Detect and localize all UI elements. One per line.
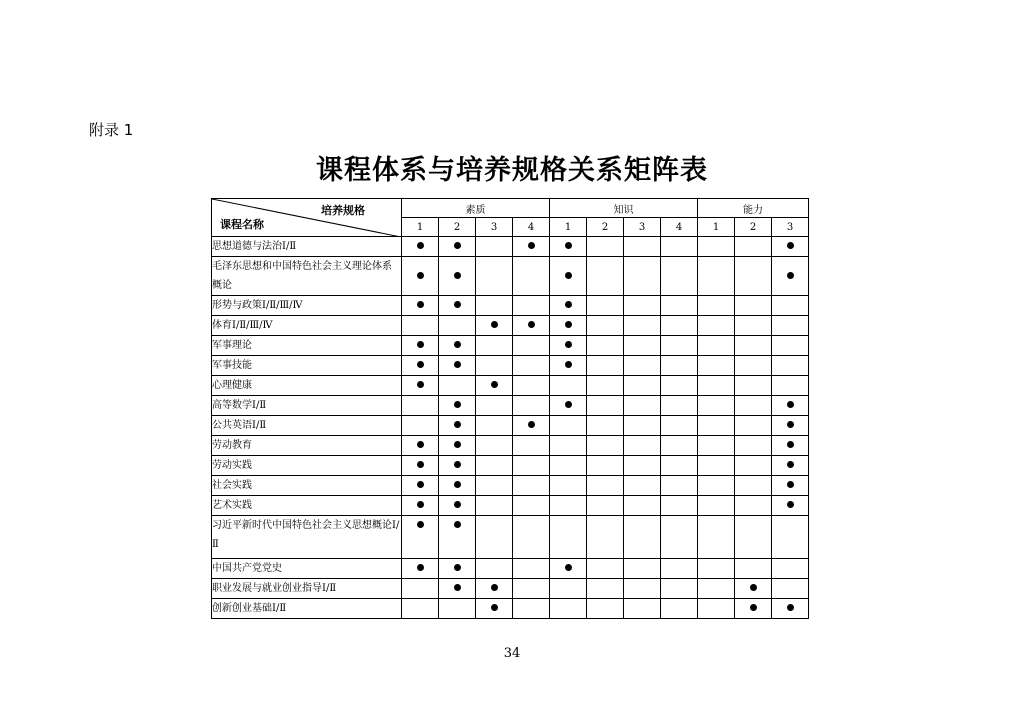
matrix-cell — [661, 516, 698, 559]
matrix-cell — [772, 516, 809, 559]
matrix-cell — [550, 376, 587, 396]
relation-dot — [528, 421, 535, 428]
matrix-cell — [624, 336, 661, 356]
matrix-cell — [402, 476, 439, 496]
matrix-cell — [698, 376, 735, 396]
matrix-cell — [439, 257, 476, 296]
page-number: 34 — [503, 646, 521, 661]
matrix-cell — [587, 496, 624, 516]
matrix-cell — [476, 579, 513, 599]
matrix-cell — [624, 237, 661, 257]
matrix-cell — [587, 356, 624, 376]
matrix-cell — [476, 476, 513, 496]
matrix-cell — [439, 356, 476, 376]
matrix-cell — [735, 376, 772, 396]
matrix-cell — [476, 336, 513, 356]
matrix-cell — [513, 516, 550, 559]
relation-dot — [565, 564, 572, 571]
matrix-cell — [624, 396, 661, 416]
table-row — [212, 376, 809, 396]
matrix-cell — [513, 257, 550, 296]
matrix-cell — [624, 476, 661, 496]
matrix-cell — [550, 316, 587, 336]
relation-dot — [417, 301, 424, 308]
matrix-cell — [661, 496, 698, 516]
matrix-cell — [661, 376, 698, 396]
relation-dot — [454, 272, 461, 279]
matrix-cell — [624, 257, 661, 296]
relation-dot — [750, 584, 757, 591]
matrix-cell — [735, 516, 772, 559]
relation-dot — [454, 564, 461, 571]
matrix-cell — [513, 416, 550, 436]
matrix-cell — [661, 316, 698, 336]
table-row — [212, 336, 809, 356]
matrix-cell — [513, 396, 550, 416]
matrix-cell — [624, 436, 661, 456]
matrix-cell — [698, 516, 735, 559]
course-name: 毛泽东思想和中国特色社会主义理论体系概论 — [212, 257, 402, 296]
matrix-cell — [698, 559, 735, 579]
matrix-cell — [587, 396, 624, 416]
matrix-cell — [587, 579, 624, 599]
matrix-body — [212, 237, 809, 619]
matrix-cell — [402, 237, 439, 257]
course-name: 职业发展与就业创业指导Ⅰ/Ⅱ — [212, 579, 402, 599]
matrix-cell — [439, 416, 476, 436]
course-name: 中国共产党党史 — [212, 559, 402, 579]
matrix-cell — [402, 336, 439, 356]
relation-dot — [787, 604, 794, 611]
matrix-cell — [439, 296, 476, 316]
matrix-cell — [587, 376, 624, 396]
matrix-cell — [772, 257, 809, 296]
relation-dot — [491, 584, 498, 591]
table-row — [212, 316, 809, 336]
matrix-cell — [772, 316, 809, 336]
matrix-cell — [698, 296, 735, 316]
matrix-cell — [402, 257, 439, 296]
matrix-cell — [513, 579, 550, 599]
matrix-cell — [735, 396, 772, 416]
matrix-cell — [698, 396, 735, 416]
matrix-cell — [698, 336, 735, 356]
matrix-cell — [661, 257, 698, 296]
matrix-cell — [698, 476, 735, 496]
relation-dot — [454, 501, 461, 508]
matrix-cell — [698, 599, 735, 619]
matrix-cell — [698, 237, 735, 257]
column-number: 2 — [439, 218, 476, 237]
matrix-cell — [402, 599, 439, 619]
relation-dot — [787, 401, 794, 408]
relation-dot — [565, 301, 572, 308]
relation-dot — [454, 341, 461, 348]
matrix-cell — [772, 237, 809, 257]
matrix-cell — [476, 296, 513, 316]
course-name: 社会实践 — [212, 476, 402, 496]
matrix-cell — [624, 516, 661, 559]
matrix-cell — [587, 516, 624, 559]
matrix-cell — [476, 237, 513, 257]
matrix-cell — [402, 376, 439, 396]
matrix-cell — [772, 356, 809, 376]
matrix-cell — [587, 436, 624, 456]
matrix-cell — [772, 436, 809, 456]
matrix-cell — [550, 336, 587, 356]
relation-dot — [454, 401, 461, 408]
matrix-cell — [550, 237, 587, 257]
column-number: 4 — [661, 218, 698, 237]
matrix-cell — [550, 476, 587, 496]
matrix-cell — [439, 559, 476, 579]
matrix-cell — [624, 579, 661, 599]
matrix-cell — [698, 257, 735, 296]
matrix-cell — [735, 316, 772, 336]
matrix-cell — [513, 356, 550, 376]
matrix-cell — [661, 296, 698, 316]
table-row — [212, 396, 809, 416]
course-name: 军事理论 — [212, 336, 402, 356]
matrix-cell — [661, 396, 698, 416]
column-number: 3 — [624, 218, 661, 237]
table-row — [212, 436, 809, 456]
course-name: 艺术实践 — [212, 496, 402, 516]
matrix-cell — [439, 316, 476, 336]
table-row — [212, 356, 809, 376]
relation-dot — [565, 272, 572, 279]
matrix-cell — [476, 416, 513, 436]
matrix-cell — [402, 316, 439, 336]
matrix-cell — [772, 336, 809, 356]
matrix-cell — [587, 237, 624, 257]
column-number: 3 — [772, 218, 809, 237]
matrix-cell — [772, 599, 809, 619]
matrix-cell — [587, 296, 624, 316]
matrix-cell — [439, 599, 476, 619]
matrix-cell — [550, 296, 587, 316]
matrix-cell — [735, 296, 772, 316]
appendix-label: 附录 1 — [89, 121, 134, 139]
spec-label: 培养规格 — [321, 204, 365, 217]
relation-dot — [787, 481, 794, 488]
matrix-cell — [661, 336, 698, 356]
matrix-cell — [587, 336, 624, 356]
relation-dot — [491, 381, 498, 388]
matrix-cell — [402, 356, 439, 376]
table-row — [212, 456, 809, 476]
matrix-cell — [698, 436, 735, 456]
relation-dot — [787, 421, 794, 428]
matrix-cell — [513, 336, 550, 356]
matrix-cell — [698, 356, 735, 376]
relation-dot — [417, 521, 424, 528]
matrix-cell — [476, 356, 513, 376]
table-row — [212, 416, 809, 436]
matrix-cell — [476, 456, 513, 476]
matrix-cell — [402, 516, 439, 559]
matrix-cell — [476, 396, 513, 416]
matrix-cell — [772, 416, 809, 436]
matrix-cell — [550, 496, 587, 516]
matrix-cell — [587, 599, 624, 619]
matrix-cell — [476, 257, 513, 296]
relation-dot — [491, 604, 498, 611]
matrix-cell — [550, 599, 587, 619]
matrix-cell — [550, 416, 587, 436]
matrix-cell — [735, 599, 772, 619]
matrix-cell — [772, 296, 809, 316]
relation-dot — [565, 242, 572, 249]
matrix-cell — [513, 316, 550, 336]
matrix-cell — [624, 456, 661, 476]
matrix-cell — [772, 559, 809, 579]
relation-dot — [454, 584, 461, 591]
matrix-cell — [513, 599, 550, 619]
matrix-cell — [550, 356, 587, 376]
matrix-cell — [513, 476, 550, 496]
matrix-cell — [661, 436, 698, 456]
matrix-cell — [735, 356, 772, 376]
relation-dot — [787, 501, 794, 508]
table-row — [212, 559, 809, 579]
matrix-cell — [735, 579, 772, 599]
relation-matrix-table — [211, 198, 809, 619]
relation-dot — [454, 521, 461, 528]
matrix-cell — [550, 579, 587, 599]
matrix-cell — [661, 476, 698, 496]
group-header-quality: 素质 — [402, 199, 550, 218]
column-number: 2 — [587, 218, 624, 237]
matrix-cell — [439, 516, 476, 559]
matrix-cell — [513, 496, 550, 516]
matrix-cell — [772, 396, 809, 416]
column-number: 1 — [698, 218, 735, 237]
table-row — [212, 579, 809, 599]
matrix-cell — [587, 316, 624, 336]
course-label: 课程名称 — [220, 218, 264, 231]
matrix-cell — [550, 559, 587, 579]
matrix-cell — [772, 476, 809, 496]
matrix-cell — [624, 496, 661, 516]
matrix-cell — [735, 456, 772, 476]
course-name: 习近平新时代中国特色社会主义思想概论Ⅰ/Ⅱ — [212, 516, 402, 559]
matrix-cell — [513, 296, 550, 316]
column-number: 1 — [402, 218, 439, 237]
matrix-cell — [624, 296, 661, 316]
relation-dot — [787, 242, 794, 249]
matrix-cell — [513, 436, 550, 456]
matrix-cell — [402, 559, 439, 579]
matrix-cell — [402, 579, 439, 599]
relation-dot — [417, 461, 424, 468]
relation-dot — [750, 604, 757, 611]
matrix-cell — [439, 336, 476, 356]
matrix-cell — [439, 436, 476, 456]
table-row — [212, 476, 809, 496]
matrix-cell — [513, 456, 550, 476]
matrix-cell — [698, 579, 735, 599]
matrix-cell — [624, 376, 661, 396]
relation-dot — [565, 361, 572, 368]
matrix-cell — [513, 376, 550, 396]
relation-dot — [417, 481, 424, 488]
table-row — [212, 516, 809, 559]
relation-dot — [565, 321, 572, 328]
matrix-cell — [735, 416, 772, 436]
course-name: 高等数学Ⅰ/Ⅱ — [212, 396, 402, 416]
matrix-cell — [550, 456, 587, 476]
matrix-cell — [661, 559, 698, 579]
matrix-cell — [661, 599, 698, 619]
matrix-cell — [735, 476, 772, 496]
matrix-cell — [587, 476, 624, 496]
matrix-cell — [402, 436, 439, 456]
relation-dot — [454, 461, 461, 468]
matrix-cell — [698, 416, 735, 436]
matrix-cell — [698, 316, 735, 336]
matrix-cell — [439, 396, 476, 416]
matrix-cell — [587, 416, 624, 436]
relation-dot — [417, 272, 424, 279]
relation-dot — [787, 461, 794, 468]
matrix-cell — [587, 257, 624, 296]
matrix-cell — [772, 579, 809, 599]
matrix-cell — [735, 559, 772, 579]
matrix-cell — [624, 416, 661, 436]
column-number: 4 — [513, 218, 550, 237]
matrix-cell — [661, 356, 698, 376]
matrix-cell — [698, 456, 735, 476]
relation-dot — [491, 321, 498, 328]
matrix-cell — [513, 237, 550, 257]
relation-dot — [787, 272, 794, 279]
relation-dot — [787, 441, 794, 448]
relation-dot — [417, 564, 424, 571]
matrix-cell — [735, 237, 772, 257]
page-title: 课程体系与培养规格关系矩阵表 — [316, 155, 708, 186]
column-number: 1 — [550, 218, 587, 237]
matrix-cell — [513, 559, 550, 579]
matrix-cell — [772, 456, 809, 476]
relation-dot — [528, 321, 535, 328]
table-row — [212, 257, 809, 296]
relation-dot — [454, 481, 461, 488]
matrix-cell — [476, 376, 513, 396]
course-name: 体育Ⅰ/Ⅱ/Ⅲ/Ⅳ — [212, 316, 402, 336]
matrix-cell — [550, 257, 587, 296]
diagonal-header-cell — [212, 199, 402, 237]
course-name: 公共英语Ⅰ/Ⅱ — [212, 416, 402, 436]
matrix-cell — [587, 456, 624, 476]
matrix-cell — [698, 496, 735, 516]
course-name: 心理健康 — [212, 376, 402, 396]
relation-dot — [454, 242, 461, 249]
table-row — [212, 496, 809, 516]
matrix-cell — [476, 599, 513, 619]
column-number: 2 — [735, 218, 772, 237]
matrix-cell — [476, 496, 513, 516]
matrix-cell — [735, 496, 772, 516]
matrix-cell — [735, 336, 772, 356]
matrix-cell — [550, 436, 587, 456]
relation-dot — [417, 381, 424, 388]
matrix-cell — [735, 436, 772, 456]
matrix-cell — [402, 456, 439, 476]
relation-dot — [417, 341, 424, 348]
course-name: 创新创业基础Ⅰ/Ⅱ — [212, 599, 402, 619]
relation-dot — [454, 361, 461, 368]
relation-dot — [565, 341, 572, 348]
course-name: 形势与政策Ⅰ/Ⅱ/Ⅲ/Ⅳ — [212, 296, 402, 316]
group-header-ability: 能力 — [698, 199, 809, 218]
table-row — [212, 296, 809, 316]
matrix-cell — [624, 559, 661, 579]
course-name: 劳动实践 — [212, 456, 402, 476]
matrix-cell — [439, 496, 476, 516]
course-name: 劳动教育 — [212, 436, 402, 456]
matrix-cell — [661, 416, 698, 436]
course-name: 思想道德与法治Ⅰ/Ⅱ — [212, 237, 402, 257]
table-row — [212, 599, 809, 619]
matrix-cell — [661, 237, 698, 257]
matrix-cell — [772, 496, 809, 516]
matrix-cell — [624, 316, 661, 336]
matrix-cell — [587, 559, 624, 579]
matrix-cell — [624, 356, 661, 376]
matrix-cell — [476, 436, 513, 456]
matrix-cell — [550, 396, 587, 416]
relation-dot — [565, 401, 572, 408]
matrix-cell — [402, 396, 439, 416]
relation-dot — [417, 361, 424, 368]
matrix-cell — [661, 456, 698, 476]
matrix-cell — [661, 579, 698, 599]
relation-dot — [454, 441, 461, 448]
matrix-cell — [476, 516, 513, 559]
relation-dot — [454, 421, 461, 428]
matrix-cell — [439, 237, 476, 257]
group-header-knowledge: 知识 — [550, 199, 698, 218]
table-row — [212, 237, 809, 257]
relation-dot — [528, 242, 535, 249]
matrix-cell — [439, 476, 476, 496]
column-number: 3 — [476, 218, 513, 237]
matrix-cell — [476, 316, 513, 336]
matrix-cell — [624, 599, 661, 619]
relation-dot — [417, 441, 424, 448]
matrix-cell — [735, 257, 772, 296]
matrix-cell — [402, 416, 439, 436]
course-name: 军事技能 — [212, 356, 402, 376]
matrix-cell — [402, 296, 439, 316]
matrix-cell — [439, 456, 476, 476]
relation-dot — [417, 242, 424, 249]
matrix-cell — [402, 496, 439, 516]
matrix-cell — [439, 579, 476, 599]
matrix-cell — [772, 376, 809, 396]
relation-dot — [454, 301, 461, 308]
matrix-cell — [550, 516, 587, 559]
matrix-cell — [439, 376, 476, 396]
matrix-cell — [476, 559, 513, 579]
relation-dot — [417, 501, 424, 508]
